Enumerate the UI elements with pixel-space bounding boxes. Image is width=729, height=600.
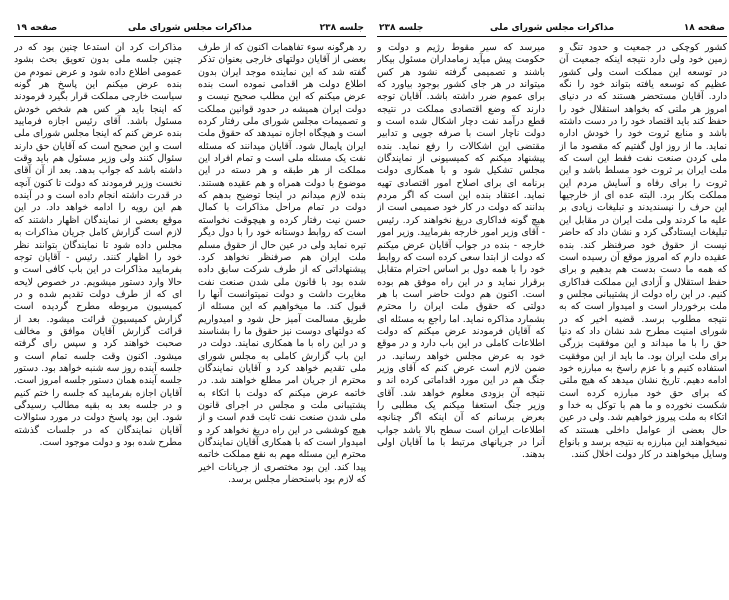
session-number: جلسه ۲۳۸ [319, 23, 364, 33]
page-number: صفحه ۱۸ [683, 23, 725, 33]
left-page [14, 0, 366, 600]
session-number: جلسه ۲۳۸ [379, 23, 424, 33]
text-column-right [559, 42, 727, 584]
text-column-left [14, 42, 182, 584]
text-column-right [198, 42, 366, 584]
page-header [14, 22, 366, 37]
page-number: صفحه ۱۹ [16, 23, 58, 33]
body-text: میرسد که سیر مقوط رژیم و دولت و حکومت پیش میآید زمامداران مسئول بیکار باشند و تصمیمی گرفته نشود هر کس میتواند در هر جای کشور بوجود بیاورد که برای عموم ضرر داشته باشد. آقایان توجه دارند که وضع اقتصادی مملکت در نتیجه قطع درآمد نفت دچار اشکال شده است و دولت ناچار است با صرفه جویی و تدابیر مقتضی این اشکالات را رفع نماید. بنده پیشنهاد میکنم که کمیسیونی از نمایندگان مجلس تشکیل شود و با همکاری دولت برنامه ای برای اصلاح امور اقتصادی تهیه نماید. اعتقاد بنده این است که اگر مردم بدانند که دولت در کار خود صمیمی است از هیچ گونه فداکاری دریغ نخواهند کرد. رئیس - آقای وزیر امور خارجه بفرمایید. وزیر امور خارجه - بنده در جواب آقایان عرض میکنم که دولت از ابتدا سعی کرده است که روابط خود را با همه دول بر اساس احترام متقابل برقرار نماید و در این راه موفق هم بوده است. اکنون هم دولت حاضر است با هر دولتی که حقوق ملت ایران را محترم بشمارد مذاکره نماید. اما راجع به مسئله ای که آقایان فرمودند عرض میکنم که دولت اطلاعات کاملی در این باب دارد و در موقع خود به عرض مجلس خواهد رسانید. در ضمن لازم است عرض کنم که آقای وزیر جنگ هم در این مورد اقداماتی کرده اند و نتیجه آن بزودی معلوم خواهد شد. آقای وزیر جنگ استعفا میکنم یک مطلبی را بعرض برسانم که آن اینکه اگر چنانچه اطلاعات ایران است سطح بالا باشد جواب آنرا در جریانهای مرتبط با ما آقایان اولی بدهند. [377, 42, 545, 461]
page-header [377, 22, 727, 37]
running-title: مذاکرات مجلس شورای ملی [127, 23, 253, 33]
body-text: کشور کوچکی در جمعیت و حدود تنگ و زمین خود ولی دارد نتیجه اینکه جمعیت آن در توسعه این مملکت است ولی کشور عظیم که توسعه یافته بتواند خود را نگه دارد. آقایان مستحضر هستند که در دنیای امروز هر ملتی که بخواهد استقلال خود را حفظ کند باید اقتصاد خود را در دست داشته باشد و منابع ثروت خود را خودش اداره نماید. ما از روز اول گفتیم که مقصود ما از ملی کردن صنعت نفت فقط این است که ملت ایران بر ثروت خود مسلط باشد و این ثروت را برای رفاه و آسایش مردم این مملکت بکار برد. البته عده ای از خارجیها این حرف را نپسندیدند و تبلیغات زیادی بر علیه ما کردند ولی ملت ایران در مقابل این تبلیغات ایستادگی کرد و نشان داد که حاضر نیست از حقوق خود صرفنظر کند. بنده عقیده دارم که امروز موقع آن رسیده است که همه ما دست بدست هم بدهیم و برای حفظ استقلال و آزادی این مملکت فداکاری کنیم. در این راه دولت از پشتیبانی مجلس و ملت برخوردار است و امیدوار است که به نتیجه مطلوب برسد. قضیه اخیر که در شورای امنیت مطرح شد نشان داد که دنیا حق را با ما میداند و این موفقیت بزرگی برای ملت ایران بود. ما باید از این موفقیت استفاده کنیم و با عزم راسخ به مبارزه خود ادامه دهیم. تاریخ نشان میدهد که هیچ ملتی که برای حق خود مبارزه کرده است شکست نخورده و ما هم با توکل به خدا و اتکاء به ملت پیروز خواهیم شد. ولی در عین حال بعضی از عوامل داخلی هستند که نمیخواهند این مبارزه به نتیجه برسد و بانواع وسایل میخواهند در کار دولت اخلال کنند. [559, 42, 727, 461]
text-column-left [377, 42, 545, 584]
body-text: مذاکرات کرد آن استدعا چنین بود که در چنین جلسه ملی بدون تعویق بحث بشود عمومی اطلاع داده شود و عرض نمودم من بنده عرض میکنم این پاسخ هر گونه سیاست خارجی مملکت قرار بگیرد فرمودند که اینجا باید هر کس هم شخص خودش مسئول باشد. آقای رئیس اجازه فرمایید بنده عرض کنم که اینجا مجلس شورای ملی است و این صحیح است که آقایان حق دارند سئوال کنند ولی وزیر مسئول هم باید وقت داشته باشد که جواب بدهد. بعد از آن آقای نخست وزیر فرمودند که دولت تا کنون آنچه در قدرت داشته انجام داده است و در آینده هم این رویه را ادامه خواهد داد. در این موقع بعضی از نمایندگان اظهار داشتند که لازم است گزارش کامل جریان مذاکرات به مجلس داده شود تا نمایندگان بتوانند نظر خود را اظهار کنند. رئیس - آقایان توجه بفرمایید مذاکرات در این باب کافی است و حالا وارد دستور میشویم. در خصوص لایحه ای که از طرف دولت تقدیم شده و در کمیسیون مربوطه مطرح گردیده است گزارش کمیسیون قرائت میشود. بعد از قرائت گزارش آقایان موافق و مخالف صحبت خواهند کرد و سپس رای گرفته میشود. اکنون وقت جلسه تمام است و جلسه آینده روز سه شنبه خواهد بود. دستور جلسه آینده همان دستور جلسه امروز است. آقایان اجازه بفرمایید که جلسه را ختم کنیم و در جلسه بعد به بقیه مطالب رسیدگی شود. این بود پاسخ دولت در مورد سئوالات آقایان نمایندگان که در جلسات گذشته مطرح شده بود و دولت موجود است. [14, 42, 182, 448]
running-title: مذاکرات مجلس شورای ملی [489, 23, 615, 33]
body-text: رد هرگونه سوء تفاهمات اکنون که از طرف بعضی از آقایان دولتهای خارجی بعنوان تذکر گفته شد که این نماینده موجد ایران بدون اطلاع دولت هر اقدامی نموده است بنده عرض میکنم که این مطلب صحیح نیست و دولت ایران همیشه در حدود قوانین مملکت و تصمیمات مجلس شورای ملی رفتار کرده است و هیچگاه اجازه نمیدهد که حقوق ملت ایران پایمال شود. آقایان میدانند که مسئله نفت یک مسئله ملی است و تمام افراد این مملکت از هر طبقه و هر دسته در این موضوع با دولت همراه و هم عقیده هستند. بنده لازم میدانم در اینجا توضیح بدهم که دولت در تمام مراحل مذاکرات با کمال حسن نیت رفتار کرده و هیچوقت نخواسته است که روابط دوستانه خود را با دول دیگر تیره نماید ولی در عین حال از حقوق مسلم ملت ایران هم صرفنظر نخواهد کرد. پیشنهاداتی که از طرف شرکت سابق داده شده بود با قانون ملی شدن صنعت نفت مغایرت داشت و دولت نمیتوانست آنها را قبول کند. ما میخواهیم که این مسئله از طریق مسالمت آمیز حل شود و امیدواریم که دولتهای دوست نیز حقوق ما را بشناسند و در این راه با ما همکاری نمایند. دولت در این باب گزارش کاملی به مجلس شورای ملی تقدیم خواهد کرد و آقایان نمایندگان محترم از جریان امر مطلع خواهند شد. در خاتمه عرض میکنم که دولت با اتکاء به پشتیبانی ملت و مجلس در اجرای قانون ملی شدن صنعت نفت ثابت قدم است و از هیچ کوششی در این راه دریغ نخواهد کرد و امیدوار است که با همکاری آقایان نمایندگان محترم این مسئله مهم به نفع مملکت خاتمه پیدا کند. این بود مختصری از جریانات اخیر که لازم بود باستحضار مجلس برسد. [198, 42, 366, 486]
right-page [377, 0, 727, 600]
